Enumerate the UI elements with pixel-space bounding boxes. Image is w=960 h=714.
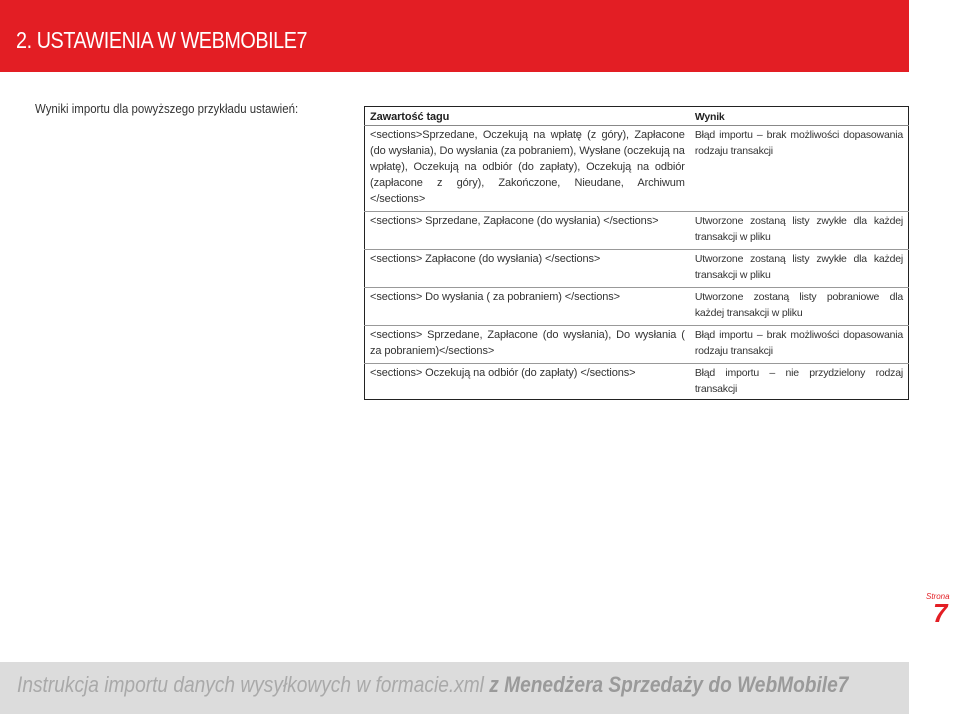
tag-cell: <sections> Do wysłania ( za pobraniem) </sections> bbox=[365, 288, 690, 326]
tag-cell: <sections> Oczekują na odbiór (do zapłaty) </sections> bbox=[370, 367, 636, 379]
tag-cell: <sections> Zapłacone (do wysłania) </sections> bbox=[365, 250, 690, 288]
table-row bbox=[365, 126, 909, 212]
page-number: 7 bbox=[933, 598, 948, 628]
footer-title-regular: Instrukcja importu danych wysyłkowych w formacie.xml bbox=[17, 672, 490, 697]
tag-cell: <sections> Sprzedane, Zapłacone (do wysłania) </sections> bbox=[365, 212, 690, 250]
result-cell: Utworzone zostaną listy zwykłe dla każdej transakcji w pliku bbox=[690, 212, 909, 250]
result-cell: Utworzone zostaną listy pobraniowe dla każdej transakcji w pliku bbox=[690, 288, 909, 326]
tag-cell: <sections>Sprzedane, Oczekują na wpłatę (z góry), Zapłacone (do wysłania), Do wysłania (za pobraniem), Wysłane (oczekują na wpłatę), Oczekują na odbiór (do zapłaty), Oczekują na odbiór (zapłacone z góry), Zakończone, Nieudane, Archiwum </sections> bbox=[365, 126, 690, 212]
table-header-row bbox=[365, 107, 909, 126]
tag-cell: <sections> Sprzedane, Zapłacone (do wysłania), Do wysłania ( za pobraniem)</sections> bbox=[365, 326, 690, 364]
intro-text: Wyniki importu dla powyższego przykładu ustawień: bbox=[35, 101, 299, 116]
page-label: Strona bbox=[926, 592, 950, 601]
table-row bbox=[365, 250, 909, 288]
table-row bbox=[365, 364, 909, 400]
result-cell: Utworzone zostaną listy zwykłe dla każdej transakcji w pliku bbox=[690, 250, 909, 288]
column-header-result: Wynik bbox=[690, 107, 909, 126]
result-cell: Błąd importu – brak możliwości dopasowania rodzaju transakcji bbox=[690, 326, 909, 364]
section-title: 2. USTAWIENIA W WEBMOBILE7 bbox=[16, 27, 308, 53]
footer-title-bold: z Menedżera Sprzedaży do WebMobile7 bbox=[489, 672, 849, 697]
table-row bbox=[365, 326, 909, 364]
table-row bbox=[365, 288, 909, 326]
result-cell: Błąd importu – brak możliwości dopasowania rodzaju transakcji bbox=[690, 126, 909, 212]
table-row bbox=[365, 212, 909, 250]
footer-title bbox=[17, 672, 848, 698]
result-cell: Błąd importu – nie przydzielony rodzaj transakcji bbox=[694, 367, 903, 395]
column-header-tag: Zawartość tagu bbox=[365, 107, 690, 126]
results-table bbox=[364, 106, 909, 400]
